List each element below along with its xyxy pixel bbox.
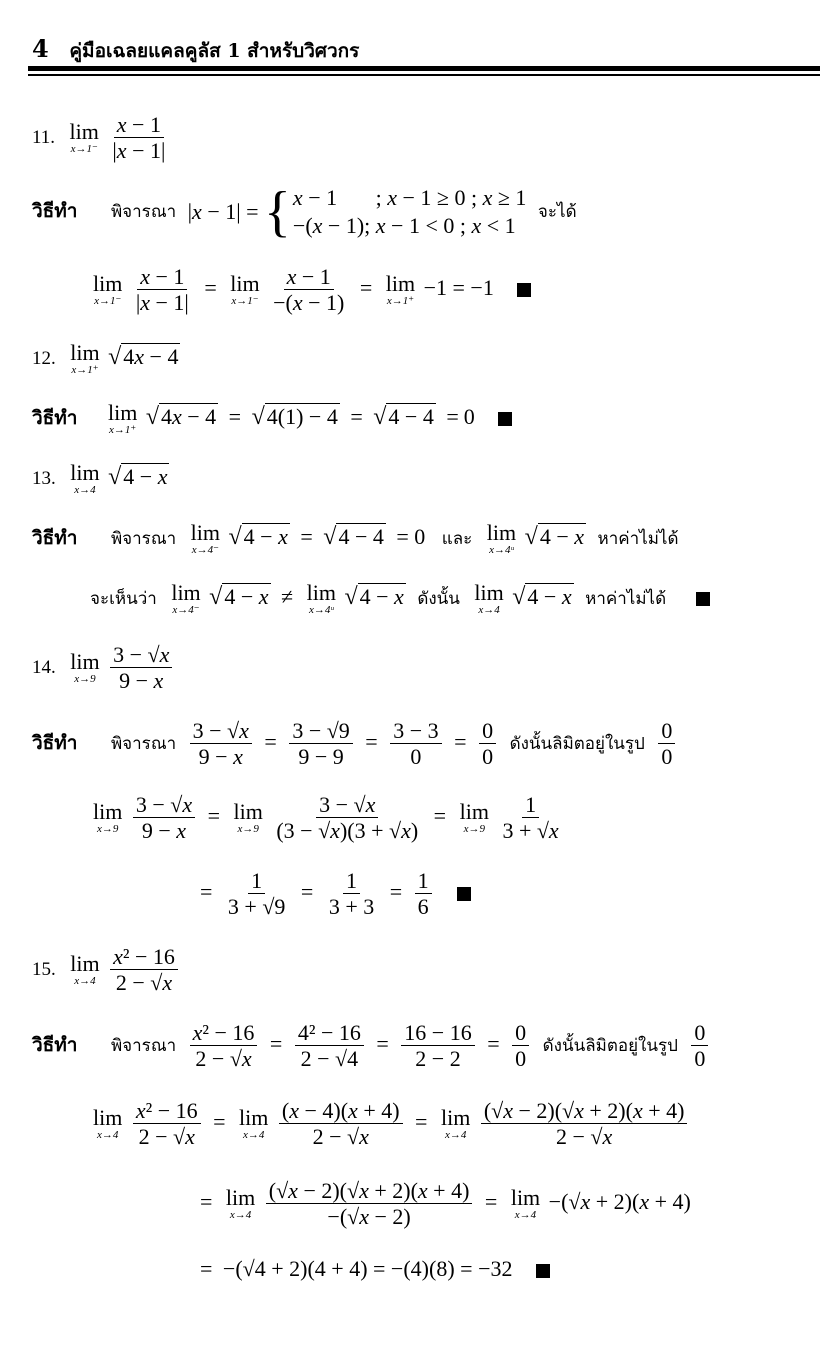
problem-15: 15. lim x→4 $\frac{\text{x² − 16}}{2 - √x}$	[32, 944, 180, 996]
problem-number: 13.	[32, 468, 56, 490]
qed-mark	[696, 592, 710, 606]
solution-13-step-1: วิธีทำ พิจารณา lim x→4⁻ √4 − x = √4 − 4 = 0 และ lim x→4ᵘ √4 − x หาค่าไม่ได้	[32, 520, 679, 556]
qed-mark	[536, 1264, 550, 1278]
solution-11-step-1: วิธีทำ พิจารณา |x − 1| = { x − 1 ; x − 1 ≥ 0 ; x ≥ 1 −(x − 1); x − 1 < 0 ; x < 1 จะได้	[32, 181, 577, 243]
and-word: และ	[441, 529, 473, 550]
consider-word: พิจารณา	[110, 202, 177, 223]
book-title: คู่มือเฉลยแคลคูลัส 1 สำหรับวิศวกร	[69, 40, 360, 62]
solution-15-step-1: วิธีทำ พิจารณา $\frac{\text{x² − 16}}{2 - √x}$ = $\frac{\text{4² − 16}}{2 - √4}$ = $\frac{16 - 16}{2 - 2}$ = $\frac{0}{0}$ ดังนั้นลิมิตอยู่ในรูป $\frac{0}{0}$	[32, 1020, 710, 1072]
problem-13: 13. lim x→4 √4 − x	[32, 460, 168, 496]
indeterminate-word: ดังนั้นลิมิตอยู่ในรูป	[542, 1035, 678, 1056]
solution-12: วิธีทำ lim x→1⁺ √4x − 4 = √4(1) − 4 = √4 − 4 = 0	[32, 402, 512, 436]
result-15: −32	[478, 1256, 513, 1281]
not-exist-word: หาค่าไม่ได้	[585, 589, 667, 610]
page-header	[32, 34, 359, 66]
therefore-word: ดังนั้น	[417, 589, 460, 610]
solution-label: วิธีทำ	[32, 407, 78, 430]
qed-mark	[457, 887, 471, 901]
problem-number: 12.	[32, 348, 56, 370]
solution-label: วิธีทำ	[32, 1033, 78, 1056]
consider-word: พิจารณา	[110, 733, 177, 754]
result-12: 0	[463, 404, 475, 430]
solution-15-step-2: lim x→4 $\frac{\text{x² − 16}}{2 - √x}$ = lim x→4 $\frac{(x - 4)(x + 4)}{2 - √x}$ = lim x→4 $\frac{(√x - 2)(√x + 2)(x + 4)}{2 - √x}$	[90, 1098, 689, 1150]
not-exist-word: หาค่าไม่ได้	[597, 529, 679, 550]
solution-15-step-3: = lim x→4 $\frac{(√x - 2)(√x + 2)(x + 4)}{-(√x - 2)}$ = lim x→4 −(√x + 2)(x + 4)	[200, 1178, 691, 1230]
problem-number: 15.	[32, 958, 56, 980]
header-rule-thin	[28, 74, 820, 76]
qed-mark	[517, 283, 531, 297]
solution-13-step-2: จะเห็นว่า lim x→4⁻ √4 − x ≠ lim x→4ᵘ √4 − x ดังนั้น lim x→4 √4 − x หาค่าไม่ได้	[90, 582, 710, 616]
solution-15-step-4: = −(√4 + 2)(4 + 4) = −(4)(8) = −32	[195, 1258, 550, 1280]
solution-14-step-2: lim x→9 $\frac{3 - √x}{9 - x}$ = lim x→9 $\frac{3 - √x}{(3 - √x)(3 + √x)}$ = lim x→9 $\frac{1}{3 + √x}$	[93, 792, 559, 844]
solution-11-step-2: lim x→1⁻ $\frac{x - 1}{|x - 1|}$ = lim x→1⁻ $\frac{x - 1}{-(x - 1)}$ = lim x→1⁺ −1 = −1	[90, 264, 531, 316]
problem-number: 14.	[32, 656, 56, 678]
problem-14: 14. lim x→9 $\frac{3 - √x}{9 - x}$	[32, 642, 174, 694]
header-rule-thick	[28, 66, 820, 71]
consider-word: พิจารณา	[110, 1035, 177, 1056]
problem-11: 11. lim x→1⁻ $\frac{x - 1}{|x - 1|}$	[32, 112, 166, 164]
solution-label: วิธีทำ	[32, 200, 78, 223]
problem-number: 11.	[32, 126, 56, 148]
result-11: −1	[470, 274, 494, 300]
page-number: 4	[32, 34, 49, 63]
we-get-word: จะได้	[537, 202, 577, 223]
solution-14-step-1: วิธีทำ พิจารณา $\frac{3 - √x}{9 - x}$ = $\frac{3 - √9}{9 - 9}$ = $\frac{3 - 3}{0}$ = $\frac{0}{0}$ ดังนั้นลิมิตอยู่ในรูป $\frac{0}{0}$	[32, 718, 677, 770]
indeterminate-word: ดังนั้นลิมิตอยู่ในรูป	[509, 733, 645, 754]
solution-14-step-3: = $\frac{1}{3 + √9}$ = $\frac{1}{3 + 3}$ = $\frac{1}{6}$	[195, 868, 471, 920]
problem-12: 12. lim x→1⁺ √4x − 4	[32, 340, 179, 376]
solution-label: วิธีทำ	[32, 527, 78, 550]
consider-word: พิจารณา	[110, 529, 177, 550]
solution-label: วิธีทำ	[32, 731, 78, 754]
we-see-word: จะเห็นว่า	[90, 589, 157, 610]
qed-mark	[498, 412, 512, 426]
